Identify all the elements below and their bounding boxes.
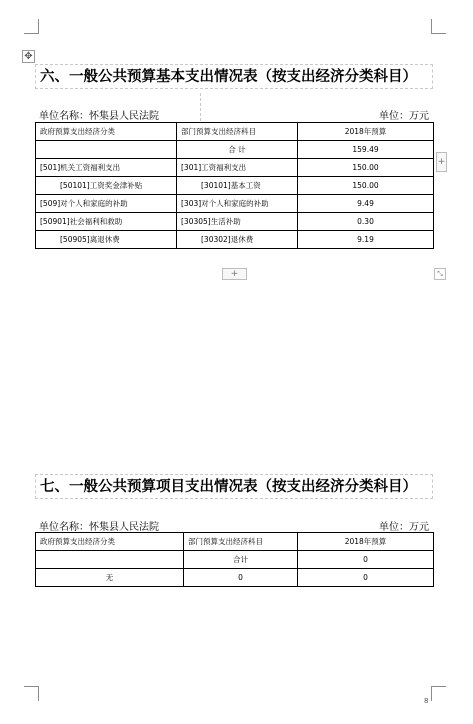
section6-unit-name: 单位名称：怀集县人民法院 bbox=[39, 111, 159, 122]
section6-unit: 单位：万元 bbox=[379, 111, 429, 122]
table-row bbox=[36, 141, 434, 159]
header-cell: 部门预算支出经济科目 bbox=[184, 533, 298, 551]
table-cell: 0 bbox=[298, 569, 434, 587]
table-cell: 9.19 bbox=[298, 231, 434, 249]
table-cell: [30302]退休费 bbox=[177, 231, 298, 249]
header-cell: 2018年预算 bbox=[298, 123, 434, 141]
header-cell: 2018年预算 bbox=[298, 533, 434, 551]
header-cell: 政府预算支出经济分类 bbox=[36, 123, 177, 141]
table-cell: 合 计 bbox=[177, 141, 298, 159]
table-cell: 0.30 bbox=[298, 213, 434, 231]
table-cell: 150.00 bbox=[298, 159, 434, 177]
table-row bbox=[36, 551, 434, 569]
add-column-icon[interactable]: + bbox=[436, 152, 447, 172]
table-cell: [50901]社会福利和救助 bbox=[36, 213, 177, 231]
divider bbox=[200, 93, 201, 121]
table-cell: 159.49 bbox=[298, 141, 434, 159]
crop-mark-top-left bbox=[24, 19, 39, 34]
table-cell: [509]对个人和家庭的补助 bbox=[36, 195, 177, 213]
table-cell bbox=[36, 141, 177, 159]
table-cell: [501]机关工资福利支出 bbox=[36, 159, 177, 177]
section7-table bbox=[35, 532, 434, 587]
section7-unit-name: 单位名称：怀集县人民法院 bbox=[39, 522, 159, 533]
header-cell: 部门预算支出经济科目 bbox=[177, 123, 298, 141]
header-cell: 政府预算支出经济分类 bbox=[36, 533, 184, 551]
crop-mark-top-right bbox=[431, 19, 446, 34]
table-cell: [301]工资福利支出 bbox=[177, 159, 298, 177]
table-cell: [303]对个人和家庭的补助 bbox=[177, 195, 298, 213]
table-header-row bbox=[36, 123, 434, 141]
crop-mark-bottom-left bbox=[24, 686, 39, 701]
table-cell: [50101]工资奖金津补贴 bbox=[36, 177, 177, 195]
table-cell bbox=[36, 551, 184, 569]
section6-table bbox=[35, 122, 434, 249]
table-move-icon[interactable]: ✥ bbox=[22, 50, 35, 63]
table-cell: 0 bbox=[184, 569, 298, 587]
table-cell: 9.49 bbox=[298, 195, 434, 213]
table-row bbox=[36, 195, 434, 213]
section7-title: 七、一般公共预算项目支出情况表（按支出经济分类科目） bbox=[35, 474, 433, 499]
page-number: 8 bbox=[424, 697, 429, 705]
table-cell: [50905]离退休费 bbox=[36, 231, 177, 249]
table-cell: 150.00 bbox=[298, 177, 434, 195]
section7-unit: 单位：万元 bbox=[379, 522, 429, 533]
crop-mark-bottom-right bbox=[431, 686, 446, 701]
table-cell: [30305]生活补助 bbox=[177, 213, 298, 231]
table-cell: 无 bbox=[36, 569, 184, 587]
table-header-row bbox=[36, 533, 434, 551]
table-row bbox=[36, 569, 434, 587]
add-row-icon[interactable]: + bbox=[222, 268, 247, 280]
section6-title: 六、一般公共预算基本支出情况表（按支出经济分类科目） bbox=[35, 64, 433, 89]
table-row bbox=[36, 231, 434, 249]
table-resize-icon[interactable]: ⤡ bbox=[434, 268, 446, 280]
table-row bbox=[36, 177, 434, 195]
table-cell: 0 bbox=[298, 551, 434, 569]
table-row bbox=[36, 213, 434, 231]
table-cell: [30101]基本工资 bbox=[177, 177, 298, 195]
table-cell: 合计 bbox=[184, 551, 298, 569]
table-row bbox=[36, 159, 434, 177]
